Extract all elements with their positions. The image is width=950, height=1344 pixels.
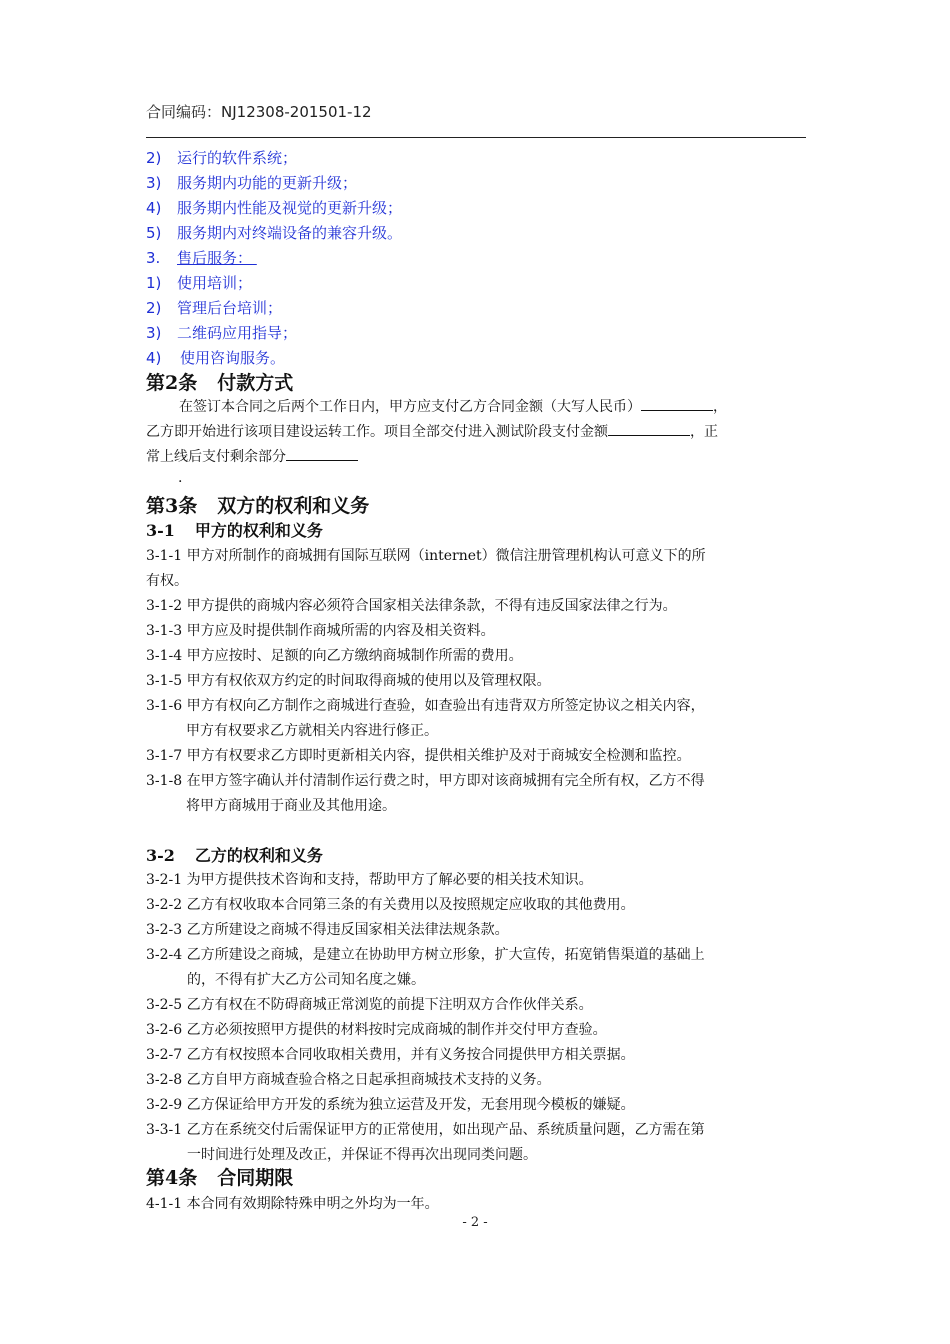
amount-blank bbox=[608, 421, 690, 436]
clause-line: 3-1-3 甲方应及时提供制作商城所需的内容及相关资料。 bbox=[146, 623, 495, 639]
list-item: 2) 运行的软件系统； bbox=[146, 149, 298, 167]
clause-line: 3-1-2 甲方提供的商城内容必须符合国家相关法律条款，不得有违反国家法律之行为。 bbox=[146, 598, 677, 614]
article-heading: 第4条 合同期限 bbox=[146, 1167, 294, 1189]
stray-dot: . bbox=[178, 470, 183, 486]
clause-line: 3-2-3 乙方所建设之商城不得违反国家相关法律法规条款。 bbox=[146, 922, 509, 938]
clause-line: 3-2-8 乙方自甲方商城查验合格之日起承担商城技术支持的义务。 bbox=[146, 1072, 551, 1088]
list-item: 1) 使用培训； bbox=[146, 274, 253, 292]
amount-blank bbox=[641, 396, 713, 411]
section-heading: 3-2 乙方的权利和义务 bbox=[146, 846, 323, 865]
list-item: 3. 售后服务： bbox=[146, 249, 253, 267]
clause-line: 4-1-1 本合同有效期除特殊申明之外均为一年。 bbox=[146, 1196, 439, 1212]
list-item: 5) 服务期内对终端设备的兼容升级。 bbox=[146, 224, 403, 242]
payment-line-1: 在签订本合同之后两个工作日内，甲方应支付乙方合同金额（大写人民币） ， bbox=[179, 396, 727, 416]
payment-line-3: 常上线后支付剩余部分 bbox=[146, 446, 358, 466]
clause-line: 将甲方商城用于商业及其他用途。 bbox=[186, 798, 396, 814]
clause-line: 3-2-4 乙方所建设之商城，是建立在协助甲方树立形象，扩大宣传，拓宽销售渠道的基础上 bbox=[146, 947, 705, 963]
list-item: 2) 管理后台培训； bbox=[146, 299, 283, 317]
clause-line: 3-1-7 甲方有权要求乙方即时更新相关内容，提供相关维护及对于商城安全检测和监控。 bbox=[146, 748, 691, 764]
amount-blank bbox=[286, 446, 358, 461]
clause-line: 3-3-1 乙方在系统交付后需保证甲方的正常使用，如出现产品、系统质量问题，乙方需在第 bbox=[146, 1122, 705, 1138]
clause-line: 一时间进行处理及改正，并保证不得再次出现同类问题。 bbox=[187, 1147, 537, 1163]
page-number: - 2 - bbox=[462, 1215, 488, 1230]
clause-line: 3-2-5 乙方有权在不防碍商城正常浏览的前提下注明双方合作伙伴关系。 bbox=[146, 997, 593, 1013]
clause-line: 3-2-7 乙方有权按照本合同收取相关费用，并有义务按合同提供甲方相关票据。 bbox=[146, 1047, 635, 1063]
clause-line: 3-1-6 甲方有权向乙方制作之商城进行查验，如查验出有违背双方所签定协议之相关内容， bbox=[146, 698, 705, 714]
payment-line-2: 乙方即开始进行该项目建设运转工作。项目全部交付进入测试阶段支付金额 ，正 bbox=[146, 421, 718, 441]
clause-line: 3-2-1 为甲方提供技术咨询和支持，帮助甲方了解必要的相关技术知识。 bbox=[146, 872, 593, 888]
clause-line: 甲方有权要求乙方就相关内容进行修正。 bbox=[186, 723, 438, 739]
article-heading: 第3条 双方的权利和义务 bbox=[146, 495, 370, 517]
clause-line: 3-2-6 乙方必须按照甲方提供的材料按时完成商城的制作并交付甲方查验。 bbox=[146, 1022, 607, 1038]
clause-line: 的，不得有扩大乙方公司知名度之嫌。 bbox=[187, 972, 425, 988]
clause-line: 有权。 bbox=[146, 573, 188, 589]
contract-code: 合同编码：NJ12308-201501-12 bbox=[146, 103, 372, 121]
clause-line: 3-1-1 甲方对所制作的商城拥有国际互联网（internet）微信注册管理机构认可意义下的所 bbox=[146, 548, 706, 564]
clause-line: 3-1-4 甲方应按时、足额的向乙方缴纳商城制作所需的费用。 bbox=[146, 648, 523, 664]
clause-line: 3-2-9 乙方保证给甲方开发的系统为独立运营及开发，无套用现今模板的嫌疑。 bbox=[146, 1097, 635, 1113]
list-item: 4) 服务期内性能及视觉的更新升级； bbox=[146, 199, 403, 217]
list-item: 3) 二维码应用指导； bbox=[146, 324, 298, 342]
list-item: 4) 使用咨询服务。 bbox=[146, 349, 286, 367]
clause-line: 3-1-8 在甲方签字确认并付清制作运行费之时，甲方即对该商城拥有完全所有权，乙方不得 bbox=[146, 773, 705, 789]
clause-line: 3-2-2 乙方有权收取本合同第三条的有关费用以及按照规定应收取的其他费用。 bbox=[146, 897, 635, 913]
section-heading: 3-1 甲方的权利和义务 bbox=[146, 521, 323, 540]
header-rule bbox=[146, 137, 806, 138]
article-heading: 第2条 付款方式 bbox=[146, 372, 294, 394]
clause-line: 3-1-5 甲方有权依双方约定的时间取得商城的使用以及管理权限。 bbox=[146, 673, 551, 689]
list-item: 3) 服务期内功能的更新升级； bbox=[146, 174, 358, 192]
